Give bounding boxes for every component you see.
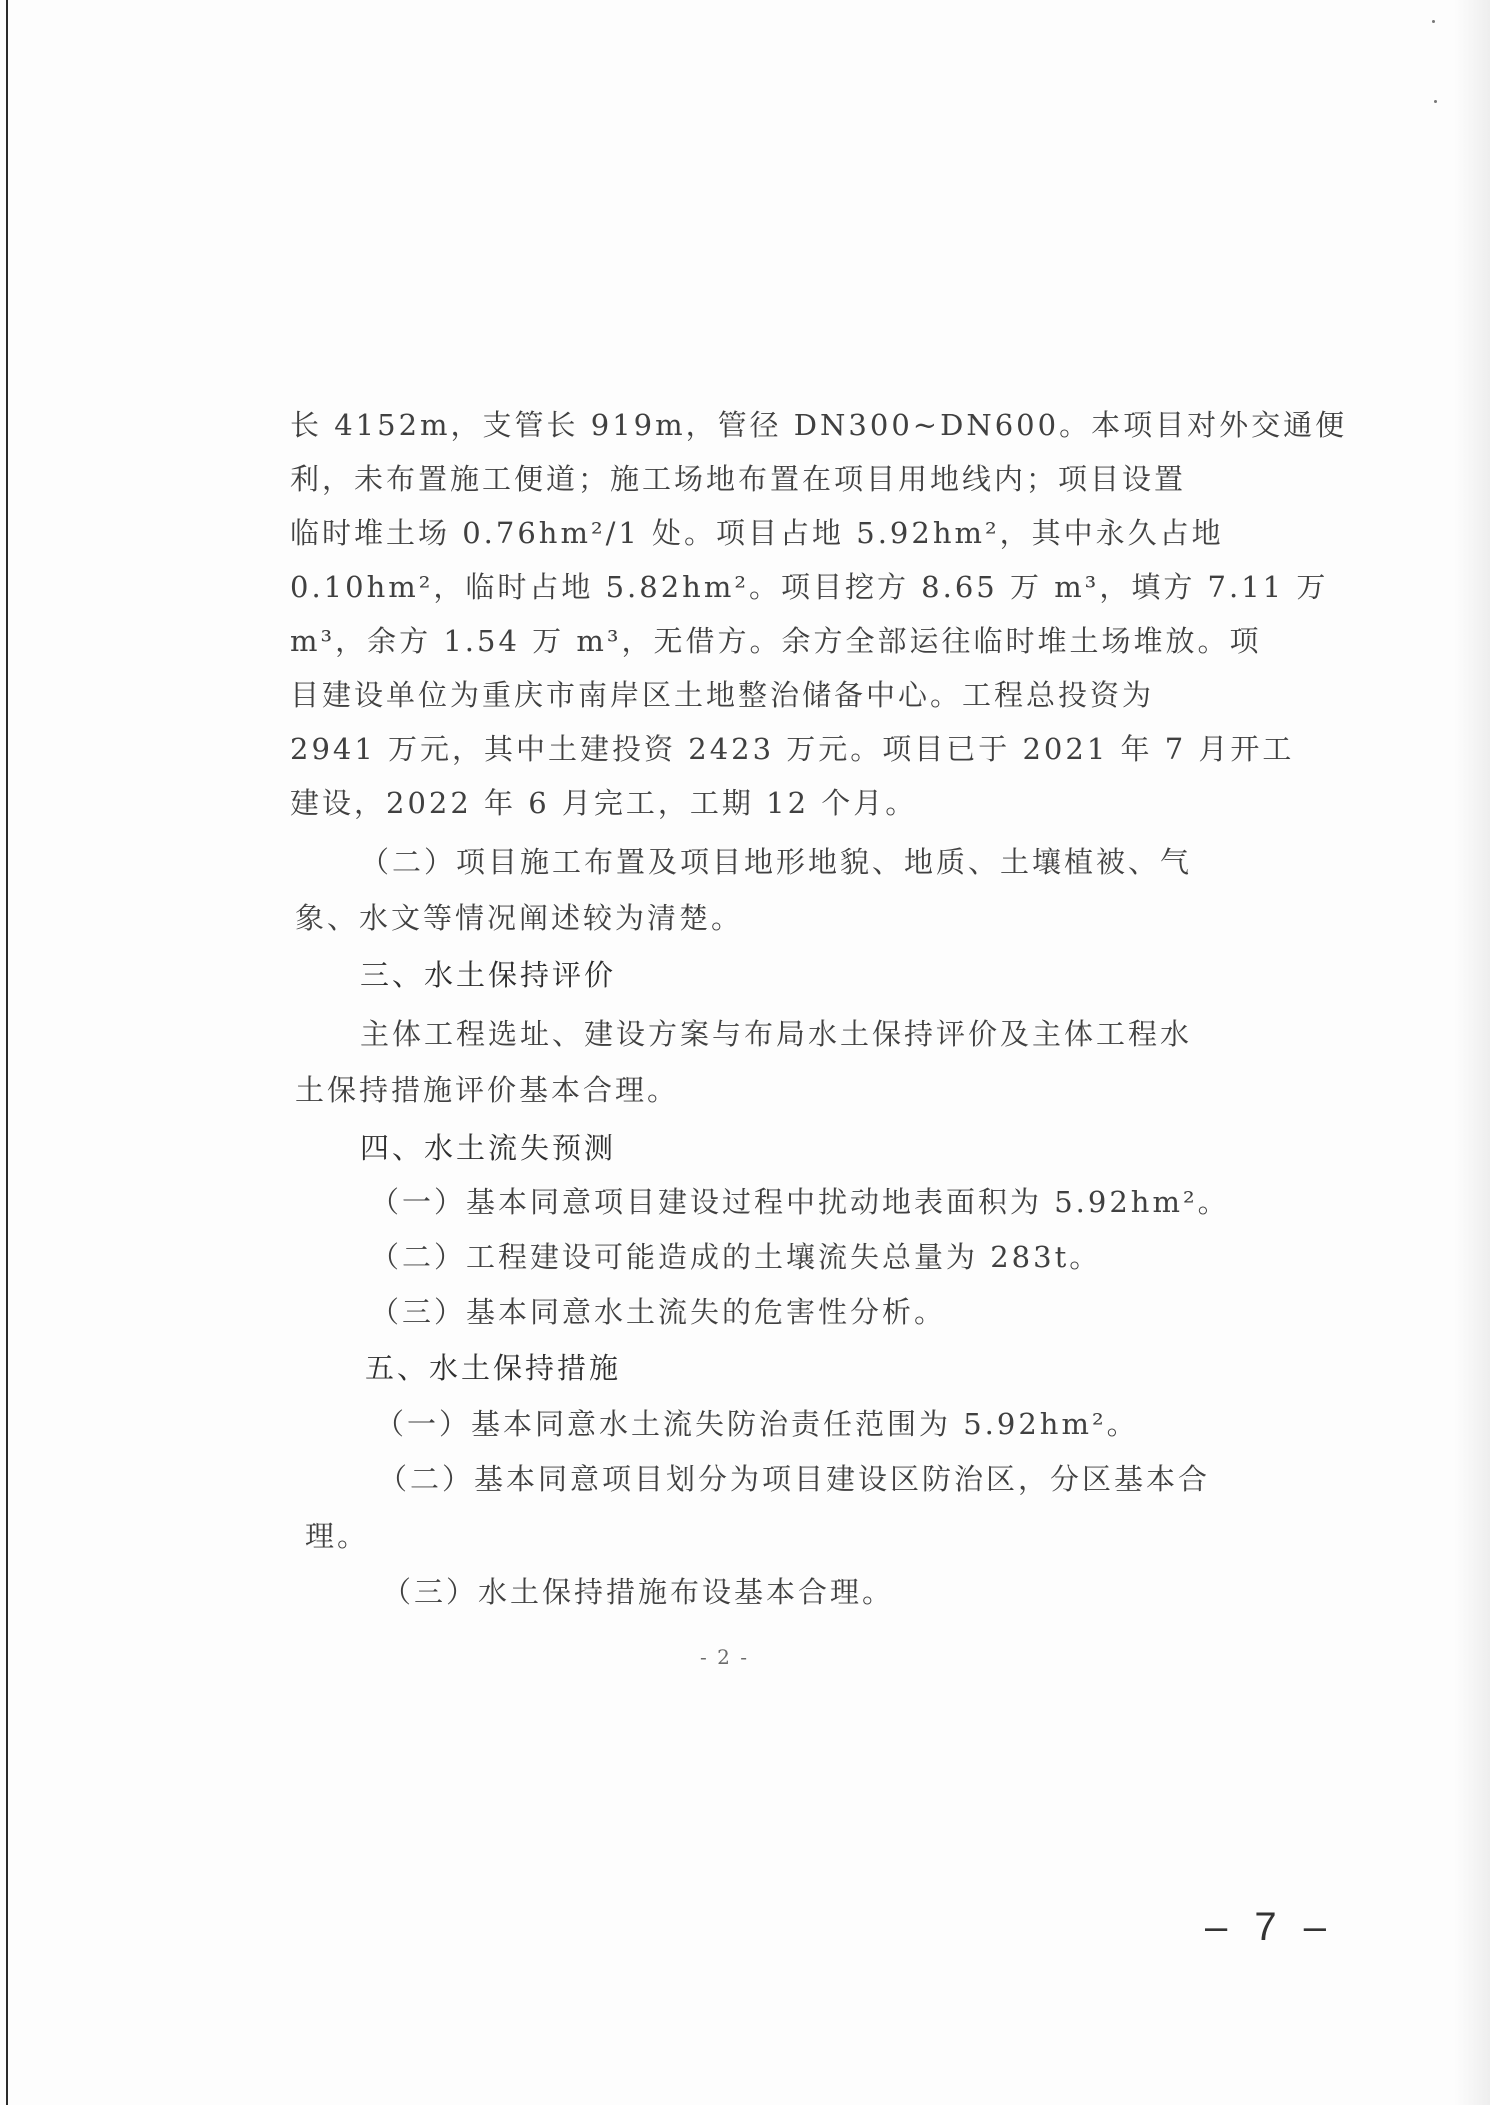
body-line-2: 利，未布置施工便道；施工场地布置在项目用地线内；项目设置 — [290, 462, 1187, 496]
body-line-4: 0.10hm²，临时占地 5.82hm²。项目挖方 8.65 万 m³，填方 7.11 万 — [290, 570, 1329, 604]
item-5-2-line-1: （二）基本同意项目划分为项目建设区防治区，分区基本合 — [378, 1462, 1211, 1496]
item-4-3: （三）基本同意水土流失的危害性分析。 — [370, 1295, 947, 1329]
scan-right-shade — [1454, 0, 1490, 2105]
body-line-7: 2941 万元，其中土建投资 2423 万元。项目已于 2021 年 7 月开工 — [290, 732, 1295, 766]
body-line-8: 建设，2022 年 6 月完工，工期 12 个月。 — [290, 786, 918, 820]
body-line-3: 临时堆土场 0.76hm²/1 处。项目占地 5.92hm²，其中永久占地 — [290, 516, 1224, 550]
item-5-3: （三）水土保持措施布设基本合理。 — [382, 1575, 895, 1609]
body-line-1: 长 4152m，支管长 919m，管径 DN300~DN600。本项目对外交通便 — [290, 408, 1348, 442]
body-line-5: m³，余方 1.54 万 m³，无借方。余方全部运往临时堆土场堆放。项 — [290, 624, 1262, 658]
item-5-1: （一）基本同意水土流失防治责任范围为 5.92hm²。 — [375, 1407, 1139, 1441]
body-line-6: 目建设单位为重庆市南岸区土地整治储备中心。工程总投资为 — [290, 678, 1155, 712]
section-heading-5: 五、水土保持措施 — [365, 1351, 622, 1385]
paragraph-2-line-2: 象、水文等情况阐述较为清楚。 — [295, 901, 744, 935]
section-heading-3: 三、水土保持评价 — [360, 958, 617, 992]
scan-left-edge — [6, 0, 8, 2105]
paragraph-3-line-2: 土保持措施评价基本合理。 — [295, 1073, 680, 1107]
paragraph-2-line-1: （二）项目施工布置及项目地形地貌、地质、土壤植被、气 — [360, 845, 1193, 879]
section-heading-4: 四、水土流失预测 — [360, 1131, 617, 1165]
item-5-2-line-2: 理。 — [305, 1519, 370, 1553]
scan-speck — [1432, 20, 1435, 23]
outer-page-number: – 7 – — [1205, 1905, 1334, 1949]
item-4-2: （二）工程建设可能造成的土壤流失总量为 283t。 — [370, 1240, 1102, 1274]
scan-speck — [1434, 100, 1437, 103]
paragraph-3-line-1: 主体工程选址、建设方案与布局水土保持评价及主体工程水 — [360, 1017, 1193, 1051]
inner-page-number: - 2 - — [700, 1645, 749, 1669]
item-4-1: （一）基本同意项目建设过程中扰动地表面积为 5.92hm²。 — [370, 1185, 1230, 1219]
